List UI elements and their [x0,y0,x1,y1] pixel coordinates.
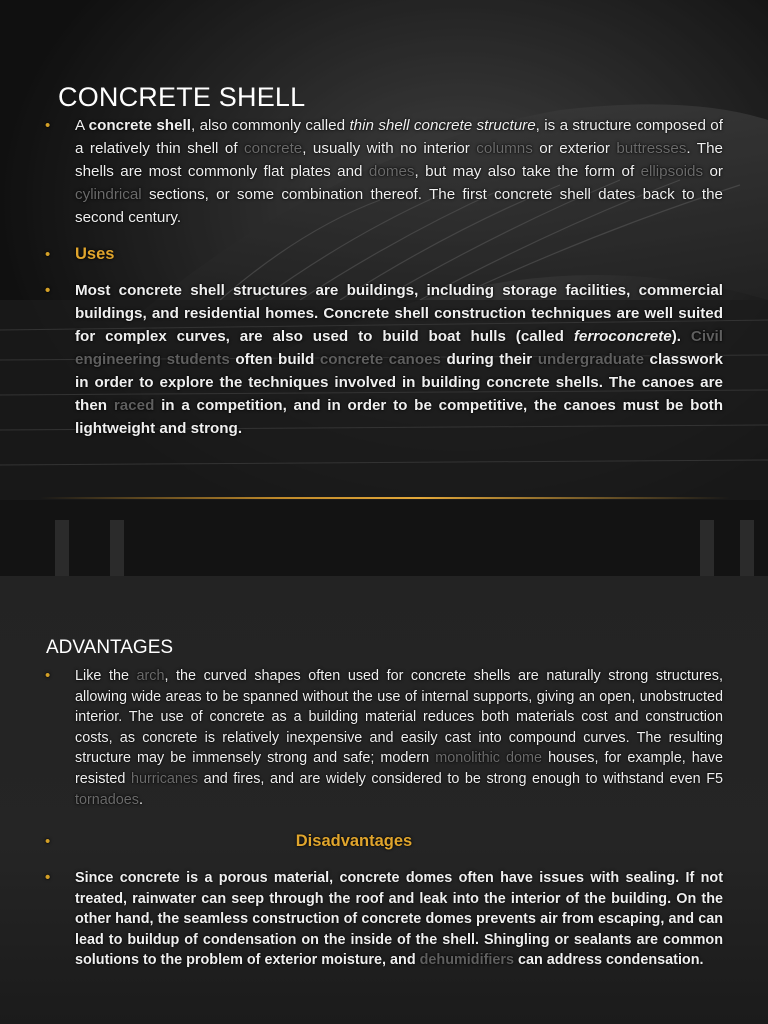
link-buttresses[interactable]: buttresses [616,140,687,157]
uses-heading-item [45,243,723,266]
advantages-title: ADVANTAGES [46,637,174,658]
term-ferroconcrete: ferroconcrete [573,328,672,345]
bullet-icon: • [45,667,51,684]
link-concrete[interactable]: concrete [243,140,303,157]
bullet-icon: • [45,869,51,886]
disadvantages-heading-item [45,830,723,853]
disadvantages-heading: Disadvantages [295,832,413,850]
bullet-icon: • [45,833,51,850]
link-cylindrical[interactable]: cylindrical [75,186,142,203]
bullet-icon: • [45,117,51,134]
link-raced[interactable]: raced [113,397,155,414]
link-domes[interactable]: domes [368,163,415,180]
gold-divider-line [40,497,730,499]
disadvantages-paragraph: • Since concrete is a porous material, concrete domes often have issues with sealing. If not treated, rainwater can seep through the roof and leak into the interior of the building. On the other hand, the seamless construction of concrete domes prevents air from escaping, and can lead to buildup of condensation on the inside of the shell. Shingling or sealants are common solutions to the problem of exterior moisture, and dehumidifiers can address condensation. [45,869,723,969]
uses-heading: Uses [75,245,115,263]
uses-paragraph: • Most concrete shell structures are buildings, including storage facilities, commercial buildings, and residential homes. Concrete shell construction techniques are well suited for complex curves, are also used to build boat hulls (called ferroconcrete). Civil engineering students often build concrete canoes during their undergraduate classwork in order to explore the techniques involved in building concrete shells. The canoes are then raced in a competition, and in order to be competitive, the canoes must be both lightweight and strong. [75,279,723,440]
link-dehumidifiers[interactable]: dehumidifiers [419,952,514,969]
bullet-icon: • [45,246,51,263]
link-hurricanes[interactable]: hurricanes [130,770,199,787]
link-tornadoes[interactable]: tornadoes [75,791,140,808]
term-thin-shell: thin shell concrete structure [349,117,536,134]
slide-title: CONCRETE SHELL [58,82,306,112]
link-monolithic-dome[interactable]: monolithic dome [435,750,543,767]
link-arch[interactable]: arch [136,668,165,684]
bullet-icon: • [45,282,51,299]
link-undergraduate[interactable]: undergraduate [537,351,645,368]
link-civil-engineering[interactable]: Civil engineering students [75,328,723,368]
advantages-paragraph: • Like the arch, the curved shapes often used for concrete shells are naturally strong structures, allowing wide areas to be spanned without the use of internal supports, giving an open, unobstructed interior. The use of concrete as a building material reduces both materials cost and construction costs, as concrete is relatively inexpensive and easily cast into compound curves. The resulting structure may be immensely strong and safe; modern monolithic dome houses, for example, have resisted hurricanes and fires, and are widely considered to be strong enough to withstand even F5 tornadoes. [45,667,723,808]
link-concrete-canoes[interactable]: concrete canoes [319,351,441,368]
term-concrete-shell: concrete shell [88,117,191,134]
link-columns[interactable]: columns [476,140,533,157]
intro-paragraph: • A concrete shell, also commonly called thin shell concrete structure, is a structure composed of a relatively thin shell of concrete, usually with no interior columns or exterior buttresses. The shells are most commonly flat plates and domes, but may also take the form of ellipsoids or cylindrical sections, or some combination thereof. The first concrete shell dates back to the second century. [75,114,723,229]
link-ellipsoids[interactable]: ellipsoids [640,163,704,180]
